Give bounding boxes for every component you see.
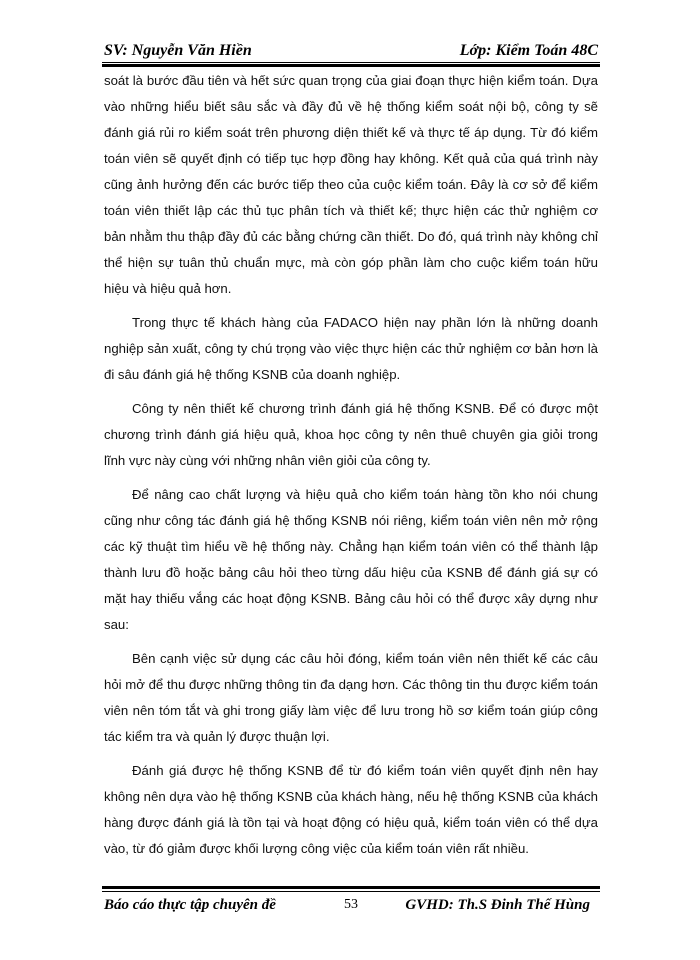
paragraph-5: Bên cạnh việc sử dụng các câu hỏi đóng, kiểm toán viên nên thiết kế các câu hỏi mở để thu được những thông tin đa dạng hơn. Các thông tin thu được kiểm toán viên nên tóm tắt và ghi trong giấy làm việc để lưu trong hồ sơ kiểm toán giúp công tác kiểm tra và quản lý được thuận lợi.	[104, 651, 598, 744]
page-number: 53	[344, 897, 358, 912]
paragraph-4: Để nâng cao chất lượng và hiệu quả cho kiểm toán hàng tồn kho nói chung cũng như công tác đánh giá hệ thống KSNB nói riêng, kiểm toán viên nên mở rộng các kỹ thuật tìm hiểu về hệ thống này. Chẳng hạn kiểm toán viên có thể thành lập thành lưu đồ hoặc bảng câu hỏi theo từng dấu hiệu của KSNB để đánh giá sự có mặt hay thiếu vắng các hoạt động KSNB. Bảng câu hỏi có thể được xây dựng như sau:	[104, 487, 598, 632]
header-rule-thick	[102, 64, 600, 67]
paragraph-6: Đánh giá được hệ thống KSNB để từ đó kiểm toán viên quyết định nên hay không nên dựa vào hệ thống KSNB của khách hàng, nếu hệ thống KSNB của khách hàng được đánh giá là tồn tại và hoạt động có hiệu quả, kiểm toán viên có thể dựa vào, từ đó giảm được khối lượng công việc của kiểm toán viên rất nhiều.	[104, 763, 598, 856]
header-student: SV: Nguyễn Văn Hiền	[104, 42, 252, 59]
body-text	[104, 68, 598, 870]
header-class: Lớp: Kiểm Toán 48C	[459, 42, 598, 59]
paragraph-3: Công ty nên thiết kế chương trình đánh giá hệ thống KSNB. Để có được một chương trình đánh giá hiệu quả, khoa học công ty nên thuê chuyên gia giỏi trong lĩnh vực này cùng với những nhân viên giỏi của công ty.	[104, 401, 598, 468]
footer-advisor: GVHD: Th.S Đinh Thế Hùng	[405, 897, 590, 913]
page-footer	[104, 897, 598, 919]
header-rule-thin	[102, 62, 600, 63]
footer-rule-thin	[102, 891, 600, 892]
paragraph-2: Trong thực tế khách hàng của FADACO hiện nay phần lớn là những doanh nghiệp sản xuất, công ty chú trọng vào việc thực hiện các thử nghiệm cơ bản hơn là đi sâu đánh giá hệ thống KSNB của doanh nghiệp.	[104, 315, 598, 382]
page-header	[104, 40, 598, 62]
footer-report-title: Báo cáo thực tập chuyên đề	[104, 897, 276, 913]
paragraph-1: soát là bước đầu tiên và hết sức quan trọng của giai đoạn thực hiện kiểm toán. Dựa vào những hiểu biết sâu sắc và đầy đủ về hệ thống kiểm soát nội bộ, công ty sẽ đánh giá rủi ro kiểm soát trên phương diện thiết kế và thực tế áp dụng. Từ đó kiểm toán viên sẽ quyết định có tiếp tục hợp đồng hay không. Kết quả của quá trình này cũng ảnh hưởng đến các bước tiếp theo của cuộc kiểm toán. Đây là cơ sở để kiểm toán viên thiết lập các thủ tục phân tích và thiết kế; thực hiện các thử nghiệm cơ bản nhằm thu thập đầy đủ các bằng chứng cần thiết. Do đó, quá trình này không chỉ thể hiện sự tuân thủ chuẩn mực, mà còn góp phần làm cho cuộc kiểm toán hữu hiệu và hiệu quả hơn.	[104, 73, 598, 296]
footer-rule-thick	[102, 886, 600, 889]
